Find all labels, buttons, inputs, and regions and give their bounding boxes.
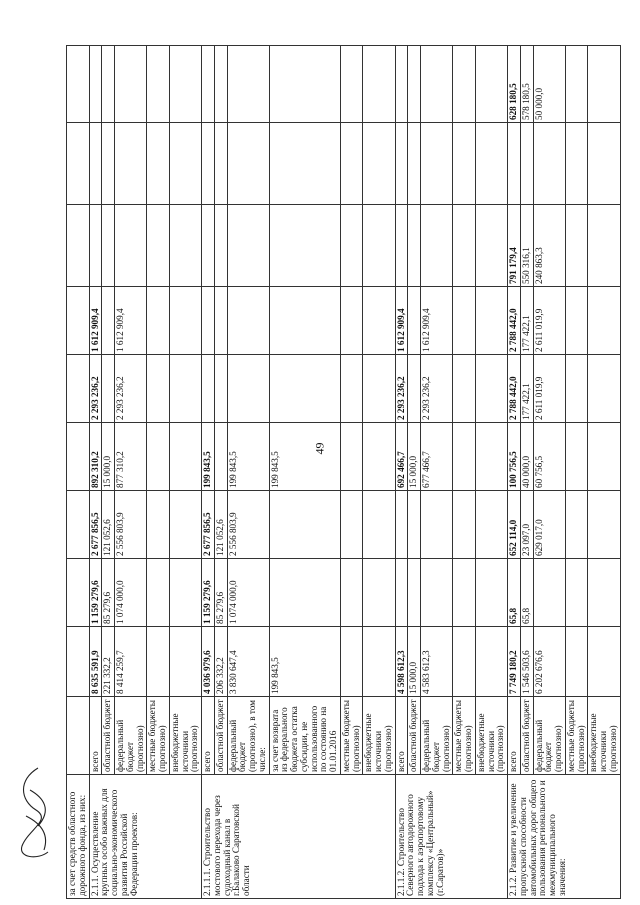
amount-cell	[214, 46, 227, 123]
amount-cell	[475, 46, 507, 123]
amount-cell: 4 598 612,3	[395, 627, 408, 697]
amount-cell	[475, 355, 507, 423]
amount-cell	[453, 423, 476, 491]
signature-mark	[8, 760, 68, 870]
table-row	[202, 46, 215, 899]
funding-source-cell: всего	[202, 697, 215, 775]
amount-cell: 15 000,0	[408, 627, 421, 697]
amount-cell	[169, 46, 201, 123]
funding-source-cell: внебюджетные источники (прогнозно)	[475, 697, 507, 775]
table-row	[89, 46, 102, 899]
table-row	[520, 46, 533, 899]
amount-cell	[202, 355, 215, 423]
amount-cell	[214, 123, 227, 205]
amount-cell: 2 293 236,2	[89, 355, 102, 423]
amount-cell: 23 097,0	[520, 491, 533, 559]
amount-cell	[269, 491, 340, 559]
amount-cell	[533, 559, 565, 627]
amount-cell	[269, 355, 340, 423]
amount-cell: 15 000,0	[408, 423, 421, 491]
amount-cell	[408, 205, 421, 287]
amount-cell	[588, 627, 620, 697]
amount-cell	[453, 123, 476, 205]
amount-cell: 892 310,2	[89, 423, 102, 491]
table-row	[115, 46, 147, 899]
amount-cell	[147, 46, 170, 123]
amount-cell	[227, 287, 269, 355]
amount-cell	[214, 287, 227, 355]
amount-cell	[588, 491, 620, 559]
amount-cell	[269, 123, 340, 205]
amount-cell	[169, 423, 201, 491]
amount-cell: 2 677 856,5	[202, 491, 215, 559]
amount-cell	[395, 46, 408, 123]
table-row	[214, 46, 227, 899]
funding-source-cell: всего	[508, 697, 521, 775]
amount-cell	[421, 46, 453, 123]
amount-cell	[269, 287, 340, 355]
amount-cell	[102, 287, 115, 355]
amount-cell: 1 159 279,6	[202, 559, 215, 627]
table-row	[475, 46, 507, 899]
funding-source-cell: внебюджетные источники (прогнозно)	[169, 697, 201, 775]
amount-cell	[102, 123, 115, 205]
funding-source-cell: областной бюджет	[520, 697, 533, 775]
amount-cell	[169, 205, 201, 287]
amount-cell	[475, 123, 507, 205]
amount-cell: 199 843,5	[227, 423, 269, 491]
amount-cell	[588, 355, 620, 423]
funding-source-cell: областной бюджет	[214, 697, 227, 775]
amount-cell: 1 159 279,6	[89, 559, 102, 627]
amount-cell	[202, 123, 215, 205]
amount-cell: 1 546 503,6	[520, 627, 533, 697]
amount-cell	[147, 627, 170, 697]
amount-cell: 2 293 236,2	[395, 355, 408, 423]
table-body	[67, 46, 621, 899]
amount-cell	[363, 355, 395, 423]
amount-cell	[453, 627, 476, 697]
amount-cell: 578 180,5	[520, 46, 533, 123]
measure-name-cell: 2.1.1.2. Строительство Северного автодорожного подхода к аэропортовому комплексу «Центральный» (г.Саратов)»	[395, 775, 508, 899]
amount-cell: 206 332,2	[214, 627, 227, 697]
amount-cell	[202, 287, 215, 355]
financing-table	[66, 45, 621, 899]
amount-cell	[565, 123, 588, 205]
amount-cell	[363, 491, 395, 559]
amount-cell	[408, 559, 421, 627]
amount-cell	[147, 559, 170, 627]
table-row	[508, 46, 521, 899]
amount-cell	[115, 123, 147, 205]
funding-source-cell: всего	[89, 697, 102, 775]
amount-cell: 2 788 442,0	[508, 287, 521, 355]
amount-cell	[340, 355, 363, 423]
amount-cell	[202, 46, 215, 123]
amount-cell	[533, 123, 565, 205]
financing-table-area	[66, 46, 618, 899]
amount-cell: 2 611 019,9	[533, 287, 565, 355]
table-row	[588, 46, 620, 899]
amount-cell: 2 611 019,9	[533, 355, 565, 423]
amount-cell	[475, 559, 507, 627]
amount-cell	[588, 46, 620, 123]
amount-cell	[565, 46, 588, 123]
amount-cell: 791 179,4	[508, 205, 521, 287]
amount-cell	[147, 205, 170, 287]
amount-cell	[588, 205, 620, 287]
amount-cell: 2 293 236,2	[421, 355, 453, 423]
amount-cell: 199 843,5	[269, 627, 340, 697]
amount-cell: 121 052,6	[102, 491, 115, 559]
amount-cell	[214, 423, 227, 491]
amount-cell	[340, 123, 363, 205]
amount-cell: 7 749 180,2	[508, 627, 521, 697]
amount-cell	[340, 627, 363, 697]
amount-cell	[363, 287, 395, 355]
funding-source-cell: внебюджетные источники (прогнозно)	[363, 697, 395, 775]
amount-cell: 877 310,2	[115, 423, 147, 491]
amount-cell: 85 279,6	[102, 559, 115, 627]
amount-cell: 121 052,6	[214, 491, 227, 559]
amount-cell	[565, 559, 588, 627]
amount-cell: 199 843,5	[269, 423, 340, 491]
amount-cell	[475, 287, 507, 355]
amount-cell	[89, 123, 102, 205]
amount-cell	[421, 205, 453, 287]
amount-cell	[408, 123, 421, 205]
amount-cell	[453, 559, 476, 627]
amount-cell	[340, 423, 363, 491]
amount-cell	[89, 205, 102, 287]
amount-cell	[340, 491, 363, 559]
amount-cell	[453, 355, 476, 423]
amount-cell: 1 612 909,4	[115, 287, 147, 355]
amount-cell	[269, 559, 340, 627]
amount-cell: 199 843,5	[202, 423, 215, 491]
amount-cell	[395, 205, 408, 287]
amount-cell	[565, 627, 588, 697]
amount-cell: 677 466,7	[421, 423, 453, 491]
amount-cell: 2 677 856,5	[89, 491, 102, 559]
amount-cell: 3 830 647,4	[227, 627, 269, 697]
funding-source-cell: местные бюджеты (прогнозно)	[340, 697, 363, 775]
amount-cell	[115, 205, 147, 287]
amount-cell	[115, 46, 147, 123]
amount-cell	[169, 627, 201, 697]
table-row	[67, 46, 90, 899]
amount-cell: 177 422,1	[520, 287, 533, 355]
amount-cell: 1 612 909,4	[89, 287, 102, 355]
amount-cell	[395, 123, 408, 205]
amount-cell: 1 612 909,4	[395, 287, 408, 355]
amount-cell	[340, 287, 363, 355]
amount-cell	[475, 491, 507, 559]
amount-cell	[363, 423, 395, 491]
table-row	[408, 46, 421, 899]
amount-cell: 628 180,5	[508, 46, 521, 123]
amount-cell	[421, 559, 453, 627]
amount-cell	[227, 46, 269, 123]
amount-cell	[363, 205, 395, 287]
amount-cell	[565, 287, 588, 355]
amount-cell	[453, 205, 476, 287]
amount-cell: 60 756,5	[533, 423, 565, 491]
amount-cell	[169, 559, 201, 627]
amount-cell: 2 788 442,0	[508, 355, 521, 423]
amount-cell	[453, 491, 476, 559]
table-row	[533, 46, 565, 899]
table-row	[395, 46, 408, 899]
amount-cell: 1 074 000,0	[227, 559, 269, 627]
table-row	[565, 46, 588, 899]
amount-cell: 1 612 909,4	[421, 287, 453, 355]
rotated-table-container	[66, 46, 618, 899]
amount-cell: 2 556 803,9	[115, 491, 147, 559]
amount-cell: 4 036 979,6	[202, 627, 215, 697]
table-row	[340, 46, 363, 899]
amount-cell: 177 422,1	[520, 355, 533, 423]
amount-cell	[147, 355, 170, 423]
amount-cell	[227, 205, 269, 287]
amount-cell	[508, 123, 521, 205]
amount-cell	[408, 491, 421, 559]
amount-cell: 2 556 803,9	[227, 491, 269, 559]
funding-source-cell: за счет возврата из федерального бюджета остатка субсидии, не использованного по состоянию на 01.01.2016	[269, 697, 340, 775]
amount-cell: 4 583 612,3	[421, 627, 453, 697]
funding-source-cell: всего	[395, 697, 408, 775]
amount-cell: 65,8	[508, 559, 521, 627]
amount-cell: 15 000,0	[102, 423, 115, 491]
table-row	[421, 46, 453, 899]
amount-cell	[102, 205, 115, 287]
funding-source-cell: федеральный бюджет (прогнозно)	[115, 697, 147, 775]
amount-cell	[421, 491, 453, 559]
page-number: 49	[312, 442, 327, 455]
amount-cell: 652 114,0	[508, 491, 521, 559]
amount-cell	[395, 559, 408, 627]
amount-cell: 8 414 259,7	[115, 627, 147, 697]
amount-cell	[227, 123, 269, 205]
amount-cell	[588, 123, 620, 205]
amount-cell	[202, 205, 215, 287]
amount-cell	[102, 355, 115, 423]
amount-cell: 6 202 676,6	[533, 627, 565, 697]
table-row	[102, 46, 115, 899]
amount-cell: 65,8	[520, 559, 533, 627]
amount-cell: 40 000,0	[520, 423, 533, 491]
amount-cell	[340, 46, 363, 123]
table-row	[453, 46, 476, 899]
funding-source-cell: местные бюджеты (прогнозно)	[565, 697, 588, 775]
amount-cell	[565, 205, 588, 287]
amount-cell	[169, 287, 201, 355]
amount-cell	[147, 491, 170, 559]
table-row	[147, 46, 170, 899]
amount-cell: 692 466,7	[395, 423, 408, 491]
amount-cell	[363, 559, 395, 627]
amount-cell	[214, 355, 227, 423]
amount-cell	[421, 123, 453, 205]
amount-cell: 2 293 236,2	[115, 355, 147, 423]
amount-cell: 85 279,6	[214, 559, 227, 627]
amount-cell	[169, 491, 201, 559]
amount-cell	[520, 123, 533, 205]
amount-cell	[475, 627, 507, 697]
amount-cell	[102, 46, 115, 123]
amount-cell	[588, 423, 620, 491]
amount-cell	[89, 46, 102, 123]
funding-source-cell: федеральный бюджет (прогнозно)	[533, 697, 565, 775]
table-row	[269, 46, 340, 899]
amount-cell: 50 000,0	[533, 46, 565, 123]
amount-cell	[408, 355, 421, 423]
amount-cell	[565, 355, 588, 423]
amount-cell	[169, 123, 201, 205]
amount-cell	[169, 355, 201, 423]
header-label-cell: за счет средств областного дорожного фонда, из них:	[67, 775, 90, 899]
amount-cell	[340, 559, 363, 627]
amount-cell	[363, 123, 395, 205]
measure-name-cell: 2.1.1.1. Строительство мостового перехода через судоходный канал в г.Балаково Саратовской области	[202, 775, 396, 899]
amount-cell: 629 017,0	[533, 491, 565, 559]
amount-cell	[269, 205, 340, 287]
funding-source-cell: областной бюджет	[102, 697, 115, 775]
amount-cell	[588, 559, 620, 627]
amount-cell	[227, 355, 269, 423]
amount-cell	[475, 205, 507, 287]
amount-cell	[408, 287, 421, 355]
funding-source-cell: федеральный бюджет (прогнозно)	[421, 697, 453, 775]
amount-cell: 8 635 591,9	[89, 627, 102, 697]
amount-cell	[340, 205, 363, 287]
funding-source-cell: федеральный бюджет (прогнозно), в том числе:	[227, 697, 269, 775]
amount-cell	[453, 46, 476, 123]
amount-cell	[363, 46, 395, 123]
amount-cell	[453, 287, 476, 355]
amount-cell	[565, 423, 588, 491]
funding-source-cell: местные бюджеты (прогнозно)	[147, 697, 170, 775]
amount-cell: 550 316,1	[520, 205, 533, 287]
amount-cell: 1 074 000,0	[115, 559, 147, 627]
funding-source-cell: внебюджетные источники (прогнозно)	[588, 697, 620, 775]
funding-source-cell: местные бюджеты (прогнозно)	[453, 697, 476, 775]
amount-cell: 100 756,5	[508, 423, 521, 491]
amount-cell	[475, 423, 507, 491]
amount-cell: 221 332,2	[102, 627, 115, 697]
amount-cell: 240 863,3	[533, 205, 565, 287]
table-row	[227, 46, 269, 899]
amount-cell	[565, 491, 588, 559]
amount-cell	[395, 491, 408, 559]
funding-source-cell: областной бюджет	[408, 697, 421, 775]
table-row	[169, 46, 201, 899]
measure-name-cell: 2.1.2. Развитие и увеличение пропускной способности автомобильных дорог общего пользования регионального и межмуниципального значения:	[508, 775, 621, 899]
amount-cell	[269, 46, 340, 123]
amount-cell	[147, 287, 170, 355]
measure-name-cell: 2.1.1. Осуществление крупных особо важных для социально-экономического развития Российской Федерации проектов:	[89, 775, 202, 899]
amount-cell	[147, 123, 170, 205]
amount-cell	[408, 46, 421, 123]
table-row	[363, 46, 395, 899]
amount-cell	[363, 627, 395, 697]
amount-cell	[147, 423, 170, 491]
amount-cell	[214, 205, 227, 287]
amount-cell	[588, 287, 620, 355]
